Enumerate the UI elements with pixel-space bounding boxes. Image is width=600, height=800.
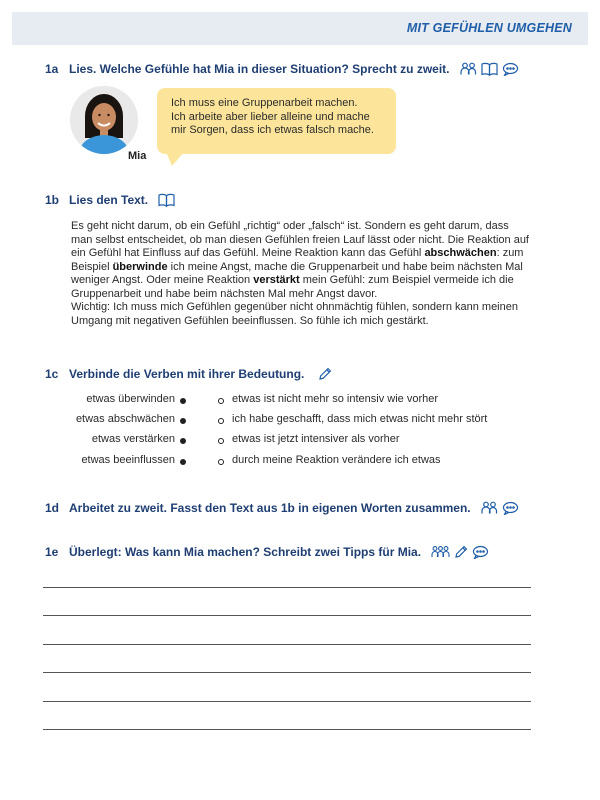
task-1e bbox=[45, 545, 489, 559]
speech-bubble-icon bbox=[472, 545, 489, 559]
task-instruction: Überlegt: Was kann Mia machen? Schreibt zwei Tipps für Mia. bbox=[69, 545, 422, 559]
task-number: 1c bbox=[45, 367, 59, 381]
verb-connector-dot[interactable] bbox=[180, 438, 186, 444]
task-1a bbox=[45, 62, 519, 76]
bubble-line: Ich arbeite aber lieber alleine und mache bbox=[171, 110, 370, 123]
task-icons bbox=[318, 367, 332, 381]
answer-line[interactable] bbox=[43, 587, 531, 588]
bubble-line: mir Sorgen, dass ich etwas falsch mache. bbox=[171, 124, 374, 136]
text-segment: mein Gefühl: zum Beispiel vermeide ich die Gruppenarbeit und habe beim nächsten Mal mehr Angst davor. bbox=[71, 274, 514, 300]
verb-item: etwas überwinden bbox=[86, 393, 175, 405]
task-number: 1b bbox=[45, 193, 60, 207]
bubble-line: Ich muss eine Gruppenarbeit machen. bbox=[171, 97, 358, 109]
book-icon bbox=[481, 62, 498, 76]
pencil-icon bbox=[454, 545, 468, 559]
meaning-item: durch meine Reaktion verändere ich etwas bbox=[232, 454, 441, 466]
text-segment: Es geht nicht darum, ob ein Gefühl „richtig“ oder „falsch“ ist. Sondern es geht darum, dass man selbst entscheidet, ob man diesen Gefühlen freien Lauf lässt oder nicht. Die Reaktion auf ein Gefühl hat Einfluss auf das Gefühl. Meine Reaktion kann das Gefühl bbox=[71, 220, 529, 259]
verb-item: etwas verstärken bbox=[91, 433, 175, 445]
task-instruction: Lies. Welche Gefühle hat Mia in dieser Situation? Sprecht zu zweit. bbox=[69, 62, 450, 76]
book-icon bbox=[158, 193, 175, 207]
meaning-connector-dot[interactable] bbox=[218, 418, 224, 424]
task-icons bbox=[431, 545, 489, 559]
task-1c bbox=[45, 367, 332, 381]
page-title: MIT GEFÜHLEN UMGEHEN bbox=[406, 21, 572, 35]
mia-portrait-icon bbox=[70, 86, 138, 154]
speech-bubble-tail bbox=[166, 152, 184, 166]
meaning-connector-dot[interactable] bbox=[218, 438, 224, 444]
text-segment: Wichtig: Ich muss mich Gefühlen gegenüber nicht ohnmächtig fühlen, sondern kann meinen Umgang mit negativen Gefühlen beeinflussen. So fühle ich mich gestärkt. bbox=[71, 301, 518, 327]
pair-work-icon bbox=[481, 501, 498, 515]
meaning-item: etwas ist nicht mehr so intensiv wie vorher bbox=[232, 393, 439, 405]
speech-bubble-icon bbox=[502, 62, 519, 76]
keyword-abschwaechen: abschwächen bbox=[424, 247, 497, 259]
speaker-name: Mia bbox=[128, 150, 147, 162]
reading-text bbox=[71, 220, 531, 328]
task-instruction: Lies den Text. bbox=[69, 193, 149, 207]
task-1d bbox=[45, 501, 519, 515]
meaning-connector-dot[interactable] bbox=[218, 398, 224, 404]
answer-line[interactable] bbox=[43, 729, 531, 730]
answer-line[interactable] bbox=[43, 644, 531, 645]
verb-connector-dot[interactable] bbox=[180, 459, 186, 465]
task-icons bbox=[158, 193, 175, 207]
task-instruction: Arbeitet zu zweit. Fasst den Text aus 1b in eigenen Worten zusammen. bbox=[69, 501, 471, 515]
task-1b bbox=[45, 193, 175, 207]
task-instruction: Verbinde die Verben mit ihrer Bedeutung. bbox=[69, 367, 305, 381]
meaning-item: ich habe geschafft, dass mich etwas nicht mehr stört bbox=[232, 413, 488, 425]
task-number: 1a bbox=[45, 62, 59, 76]
task-icons bbox=[481, 501, 519, 515]
task-number: 1e bbox=[45, 545, 59, 559]
answer-line[interactable] bbox=[43, 615, 531, 616]
keyword-verstaerkt: verstärkt bbox=[253, 274, 300, 286]
speech-bubble-icon bbox=[502, 501, 519, 515]
avatar-mia bbox=[70, 86, 138, 154]
meaning-connector-dot[interactable] bbox=[218, 459, 224, 465]
task-number: 1d bbox=[45, 501, 60, 515]
verb-item: etwas beeinflussen bbox=[81, 454, 175, 466]
text-segment: : zum Beispiel bbox=[71, 247, 524, 273]
page-header bbox=[12, 12, 588, 45]
task-icons bbox=[460, 62, 519, 76]
pair-work-icon bbox=[460, 62, 477, 76]
verb-connector-dot[interactable] bbox=[180, 398, 186, 404]
group-work-icon bbox=[431, 545, 450, 559]
text-segment: ich meine Angst, mache die Gruppenarbeit und habe beim nächsten Mal weniger Angst. Oder meine Reaktion bbox=[71, 260, 523, 286]
verb-item: etwas abschwächen bbox=[75, 413, 175, 425]
meaning-item: etwas ist jetzt intensiver als vorher bbox=[232, 433, 400, 445]
speech-bubble bbox=[157, 88, 396, 154]
answer-line[interactable] bbox=[43, 672, 531, 673]
keyword-ueberwinde: überwinde bbox=[112, 260, 168, 273]
answer-line[interactable] bbox=[43, 701, 531, 702]
pencil-icon bbox=[318, 367, 332, 381]
verb-connector-dot[interactable] bbox=[180, 418, 186, 424]
